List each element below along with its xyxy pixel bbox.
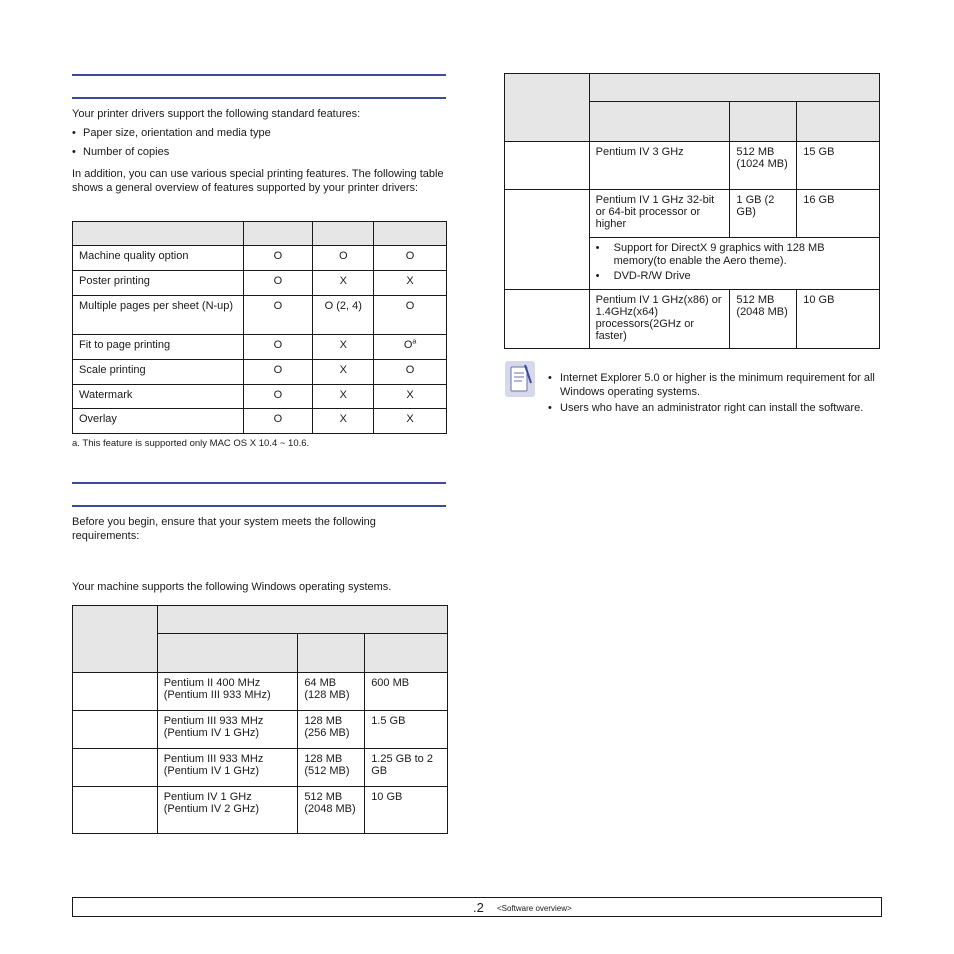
section-rule-bottom — [72, 505, 446, 507]
cpu-cell: Pentium II 400 MHz (Pentium III 933 MHz) — [157, 673, 298, 711]
support-cell: X — [313, 360, 374, 385]
table-row — [73, 385, 447, 409]
list-item: • Users who have an administrator right can install the software. — [548, 401, 880, 415]
table-row — [73, 246, 447, 271]
support-cell: O — [243, 296, 313, 335]
requirements-intro: Before you begin, ensure that your system meets the following requirements: — [72, 516, 376, 542]
footnote-marker: a — [412, 338, 417, 346]
requirements-table-left — [72, 605, 448, 834]
header-cell — [365, 634, 448, 673]
feature-name: Overlay — [73, 409, 244, 434]
notes-cell — [589, 238, 879, 290]
footer-section-title: <Software overview> — [497, 904, 572, 913]
header-cell — [73, 606, 158, 673]
os-cell — [505, 142, 590, 190]
header-cell — [797, 102, 880, 142]
cpu-cell: Pentium III 933 MHz (Pentium IV 1 GHz) — [157, 749, 298, 787]
header-cell — [589, 102, 730, 142]
table-row — [73, 335, 447, 360]
list-item: • DVD-R/W Drive — [596, 270, 873, 283]
features-footnote: a. This feature is supported only MAC OS X 10.4 ~ 10.6. — [72, 438, 310, 449]
support-cell: O — [374, 296, 447, 335]
support-cell: X — [313, 409, 374, 434]
table-row — [505, 190, 880, 238]
cpu-cell: Pentium III 933 MHz (Pentium IV 1 GHz) — [157, 711, 298, 749]
header-cell — [157, 634, 298, 673]
features-intro: Your printer drivers support the following standard features: — [72, 108, 361, 120]
support-cell: O — [374, 360, 447, 385]
os-cell — [73, 787, 158, 834]
table-row — [505, 142, 880, 190]
header-cell — [313, 222, 374, 246]
feature-name: Watermark — [73, 385, 244, 409]
header-cell — [589, 74, 879, 102]
header-cell — [505, 74, 590, 142]
feature-name: Multiple pages per sheet (N-up) — [73, 296, 244, 335]
notes-list — [548, 371, 880, 417]
table-row — [73, 360, 447, 385]
os-cell — [505, 190, 590, 290]
table-row — [73, 787, 448, 834]
hdd-cell: 600 MB — [365, 673, 448, 711]
section-rule-top — [72, 482, 446, 484]
table-row — [73, 673, 448, 711]
header-cell — [730, 102, 797, 142]
os-cell — [73, 711, 158, 749]
support-cell: X — [374, 271, 447, 296]
header-cell — [243, 222, 313, 246]
note-icon — [505, 361, 535, 397]
support-cell: O — [243, 271, 313, 296]
requirements-table-right — [504, 73, 880, 349]
support-cell: O — [374, 246, 447, 271]
hdd-cell: 16 GB — [797, 190, 880, 238]
feature-name: Fit to page printing — [73, 335, 244, 360]
cpu-cell: Pentium IV 1 GHz (Pentium IV 2 GHz) — [157, 787, 298, 834]
cpu-cell: Pentium IV 1 GHz 32-bit or 64-bit processor or higher — [589, 190, 730, 238]
table-header-row — [73, 222, 447, 246]
ram-cell: 512 MB (2048 MB) — [298, 787, 365, 834]
ram-cell: 512 MB (1024 MB) — [730, 142, 797, 190]
feature-bullet: • Number of copies — [72, 146, 170, 158]
list-item: • Internet Explorer 5.0 or higher is the minimum requirement for all Windows operating systems. — [548, 371, 880, 399]
table-row — [505, 290, 880, 349]
cpu-cell: Pentium IV 3 GHz — [589, 142, 730, 190]
ram-cell: 512 MB (2048 MB) — [730, 290, 797, 349]
os-cell — [73, 673, 158, 711]
ram-cell: 128 MB (256 MB) — [298, 711, 365, 749]
feature-bullet: • Paper size, orientation and media type — [72, 127, 271, 139]
support-cell: X — [313, 271, 374, 296]
feature-name: Scale printing — [73, 360, 244, 385]
table-header-row — [505, 74, 880, 102]
header-cell — [73, 222, 244, 246]
ram-cell: 64 MB (128 MB) — [298, 673, 365, 711]
support-cell: X — [313, 385, 374, 409]
table-row — [73, 711, 448, 749]
table-row — [73, 296, 447, 335]
list-item: • Support for DirectX 9 graphics with 128 MB memory(to enable the Aero theme). — [596, 242, 873, 268]
table-row — [73, 271, 447, 296]
support-cell: O — [313, 246, 374, 271]
section-rule-bottom — [72, 97, 446, 99]
feature-name: Machine quality option — [73, 246, 244, 271]
hdd-cell: 1.5 GB — [365, 711, 448, 749]
support-cell: X — [374, 409, 447, 434]
page-footer — [72, 897, 882, 917]
feature-name: Poster printing — [73, 271, 244, 296]
support-cell: X — [374, 385, 447, 409]
cpu-cell: Pentium IV 1 GHz(x86) or 1.4GHz(x64) processors(2GHz or faster) — [589, 290, 730, 349]
header-cell — [157, 606, 447, 634]
header-cell — [374, 222, 447, 246]
hdd-cell: 15 GB — [797, 142, 880, 190]
hdd-cell: 10 GB — [365, 787, 448, 834]
support-cell: O — [243, 409, 313, 434]
table-row — [73, 409, 447, 434]
page-number: .2 — [473, 900, 484, 915]
support-cell: O — [243, 385, 313, 409]
features-table — [72, 221, 447, 434]
support-cell: O — [243, 246, 313, 271]
hdd-cell: 1.25 GB to 2 GB — [365, 749, 448, 787]
features-paragraph: In addition, you can use various special printing features. The following table shows a general overview of features supported by your printer drivers: — [72, 168, 444, 194]
windows-intro: Your machine supports the following Windows operating systems. — [72, 581, 392, 593]
os-cell — [73, 749, 158, 787]
table-row — [73, 749, 448, 787]
table-header-row — [73, 606, 448, 634]
support-cell: O (2, 4) — [313, 296, 374, 335]
ram-cell: 128 MB (512 MB) — [298, 749, 365, 787]
hdd-cell: 10 GB — [797, 290, 880, 349]
support-cell: O — [243, 335, 313, 360]
ram-cell: 1 GB (2 GB) — [730, 190, 797, 238]
os-cell — [505, 290, 590, 349]
section-rule-top — [72, 74, 446, 76]
support-cell: O — [243, 360, 313, 385]
header-cell — [298, 634, 365, 673]
support-cell: $O^a$ — [374, 335, 447, 360]
support-cell: X — [313, 335, 374, 360]
